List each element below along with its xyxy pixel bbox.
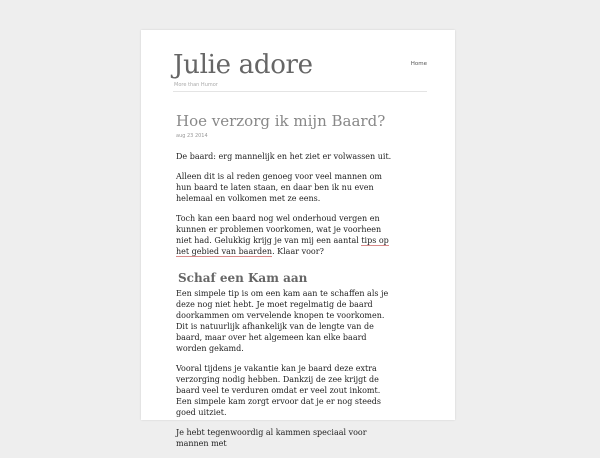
post-date: aug 23 2014 [176,133,208,139]
section-heading-comb: Schaf een Kam aan [178,271,308,285]
post-body [176,151,398,449]
post-title[interactable]: Hoe verzorg ik mijn Baard? [176,112,386,130]
beard-tips-link[interactable]: tips op het gebied van baarden [176,236,389,256]
nav-home-link[interactable]: Home [410,61,427,67]
page-card [141,30,455,448]
post-paragraph-3-before: Toch kan een baard nog wel onderhoud vergen en kunnen er problemen voorkomen, wat je voorheen niet had. Gelukkig krijg je van mij een aantal [176,214,382,245]
post-paragraph-6: Je hebt tegenwoordig al kammen speciaal voor mannen met [176,428,367,448]
header-divider [173,91,427,92]
post-paragraph-4: Een simpele tip is om een kam aan te schaffen als je deze nog niet hebt. Je moet regelmatig de baard doorkammen om vervelende knopen te voorkomen. Dit is natuurlijk afhankelijk van de lengte van de baard, maar over het algemeen kan elke baard worden gekamd. [176,289,389,353]
post-paragraph-5: Vooral tijdens je vakantie kan je baard deze extra verzorging nodig hebben. Dankzij de zee krijgt de baard veel te verduren omdat er veel zout inkomt. Een simpele kam zorgt ervoor dat je er nog steeds goed uitziet. [176,364,381,417]
post-paragraph-1: De baard: erg mannelijk en het ziet er volwassen uit. [176,152,392,161]
blog-post [176,112,398,458]
post-paragraph-2: Alleen dit is al reden genoeg voor veel mannen om hun baard te laten staan, en daar ben ik nu even helemaal en volkomen met ze eens. [176,172,383,203]
post-paragraph-3-after: . Klaar voor? [272,247,324,256]
site-tagline: More than Humor [174,82,218,88]
site-title[interactable]: Julie adore [173,50,313,80]
post-paragraph-3 [176,213,398,257]
